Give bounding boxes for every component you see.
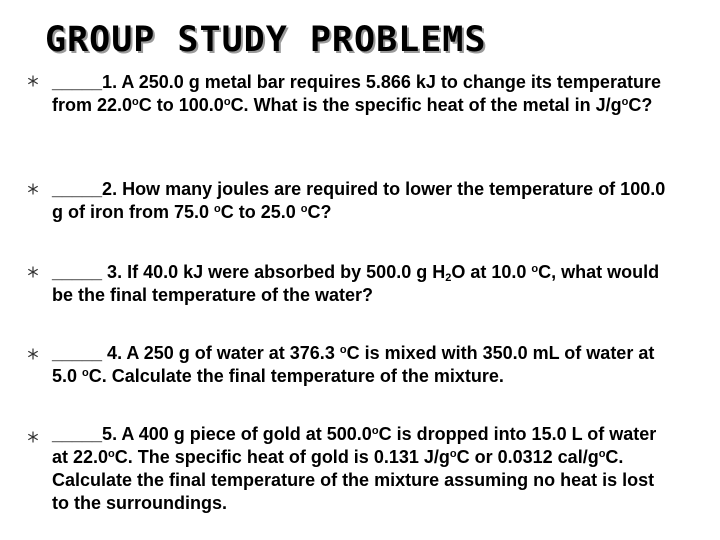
degree-mark: o: [223, 96, 231, 108]
problem-4: _____ 4. A 250 g of water at 376.3 $^o$C is mixed with 350.0 mL of water at 5.0 $^o$C. Calculate the final temperature of the mixture.: [52, 343, 655, 386]
degree-mark: o: [449, 448, 457, 460]
problem-5: _____5. A 400 g piece of gold at 500.0$^o$C is dropped into 15.0 L of water at 22.0$^o$C. The specific heat of gold is 0.131 $J/g^oC$ or 0.0312 cal/$g^oC$. Calculate the final temperature of the mixture assuming no heat is lost to the surroundings.: [52, 424, 657, 513]
degree-mark: o: [339, 344, 347, 356]
problem-1: _____1. A 250.0 g metal bar requires 5.866 kJ to change its temperature from 22.0$^o$C to 100.0$^o$C. What is the specific heat of the metal in $J/g^oC$?: [52, 72, 661, 115]
asterisk-bullet-icon: [27, 183, 39, 195]
problem-3: _____ 3. If 40.0 kJ were absorbed by 500.0 g $H_2O$ at 10.0 $^o$C, what would be the final temperature of the water?: [52, 262, 660, 305]
degree-mark: o: [82, 367, 89, 379]
degree-mark: o: [531, 263, 539, 275]
page-title: GROUP STUDY PROBLEMS: [45, 20, 487, 60]
subscript-2: 2: [445, 272, 452, 284]
asterisk-bullet-icon: [27, 348, 39, 360]
degree-mark: o: [621, 96, 629, 108]
degree-mark: o: [132, 96, 139, 108]
degree-mark: o: [300, 203, 308, 215]
degree-mark: o: [598, 448, 606, 460]
degree-mark: o: [214, 203, 221, 215]
asterisk-bullet-icon: [27, 431, 39, 443]
degree-mark: o: [108, 448, 115, 460]
degree-mark: o: [371, 425, 379, 437]
asterisk-bullet-icon: [27, 266, 39, 278]
problem-2: _____2. How many joules are required to lower the temperature of 100.0 g of iron from 75.0 $^o$C to 25.0 $^o$C?: [52, 179, 666, 222]
asterisk-bullet-icon: [27, 75, 39, 87]
